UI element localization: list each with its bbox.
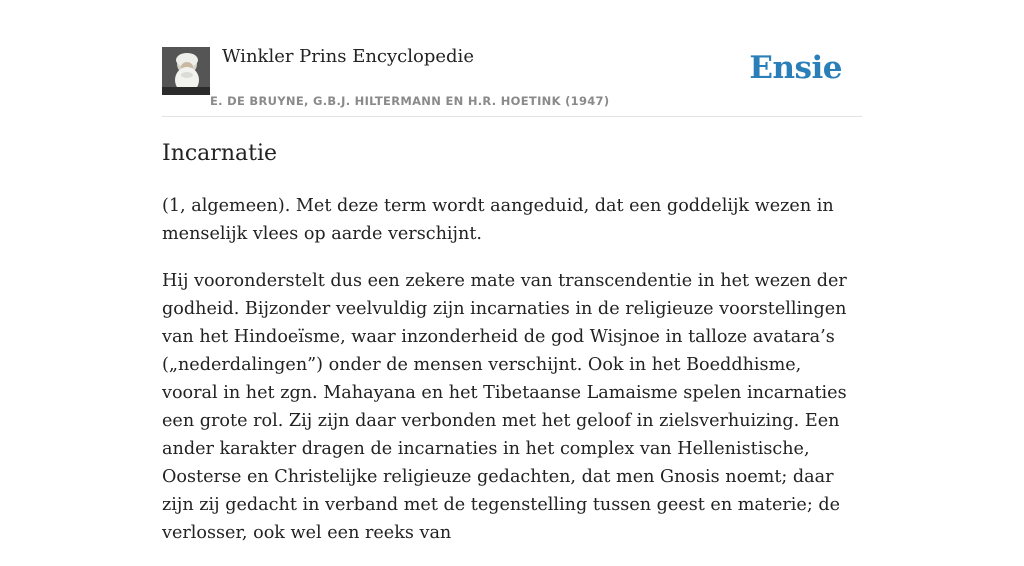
article-title: Incarnatie bbox=[162, 141, 277, 166]
source-authors: E. DE BRUYNE, G.B.J. HILTERMANN EN H.R. HOETINK (1947) bbox=[210, 94, 610, 108]
source-title[interactable]: Winkler Prins Encyclopedie bbox=[222, 46, 474, 67]
article-body bbox=[162, 192, 862, 566]
page bbox=[162, 0, 862, 543]
article-paragraph: Hij vooronderstelt dus een zekere mate van transcendentie in het wezen der godheid. Bijzonder veelvuldig zijn incarnaties in de religieuze voorstellingen van het Hindoeïsme, waar inzonderheid de god Wisjnoe in talloze avatara’s („nederdalingen”) onder de mensen verschijnt. Ook in het Boeddhisme, vooral in het zgn. Mahayana en het Tibetaanse Lamaisme spelen incarnaties een grote rol. Zij zijn daar verbonden met het geloof in zielsverhuizing. Een ander karakter dragen de incarnaties in het complex van Hellenistische, Oosterse en Christelijke religieuze gedachten, dat men Gnosis noemt; daar zijn zij gedacht in verband met de tegenstelling tussen geest en materie; de verlosser, ook wel een reeks van bbox=[162, 271, 847, 543]
article-paragraph: (1, algemeen). Met deze term wordt aangeduid, dat een goddelijk wezen in menselijk vlees op aarde verschijnt. bbox=[162, 196, 834, 244]
brand-logo[interactable]: Ensie bbox=[749, 50, 842, 86]
author-avatar[interactable] bbox=[162, 47, 210, 95]
author-portrait-icon bbox=[162, 47, 210, 95]
source-header bbox=[162, 0, 862, 117]
